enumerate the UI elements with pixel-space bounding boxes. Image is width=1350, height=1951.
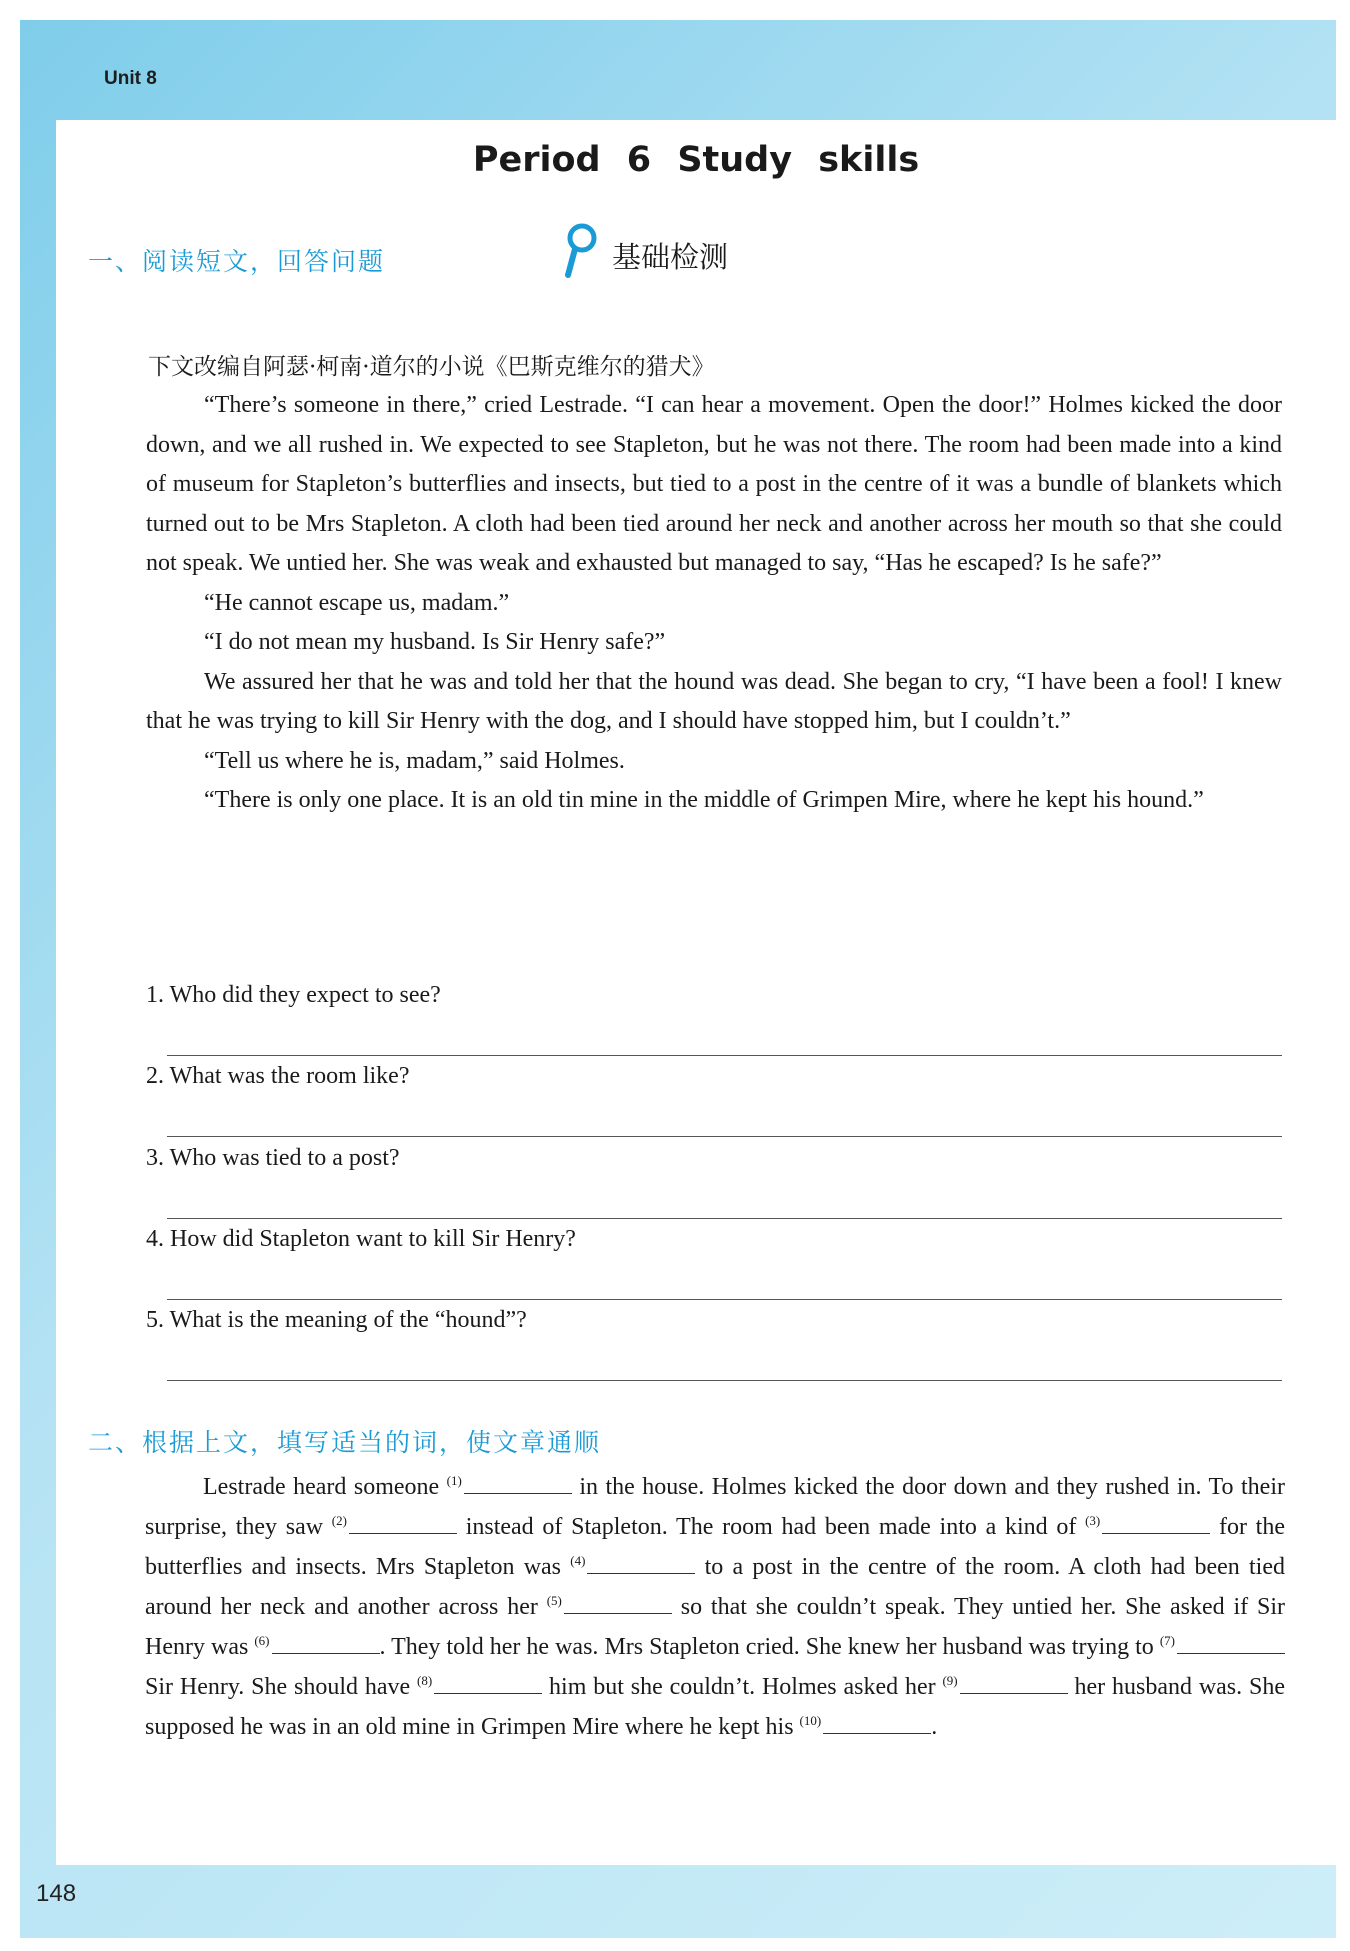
blank-2[interactable]	[349, 1509, 457, 1534]
passage-paragraph: “There is only one place. It is an old tin mine in the middle of Grimpen Mire, where he kept his hound.”	[204, 787, 1204, 813]
blank-number: (4)	[570, 1553, 586, 1568]
subtitle-row	[562, 220, 728, 280]
blank-number: (3)	[1085, 1513, 1101, 1528]
blank-number: (9)	[942, 1673, 958, 1688]
fill-paragraph	[145, 1467, 1285, 1747]
passage-paragraph: We assured her that he was and told her that the hound was dead. She began to cry, “I have been a fool! I knew that he was trying to kill Sir Henry with the dog, and I should have stopped him, but I couldn’t.”	[146, 668, 1282, 734]
question-2: 2. What was the room like?	[146, 1063, 410, 1089]
reading-passage	[146, 386, 1282, 821]
blank-number: (8)	[417, 1673, 433, 1688]
subtitle: 基础检测	[612, 239, 729, 274]
blank-4[interactable]	[587, 1549, 695, 1574]
blank-number: (5)	[546, 1593, 562, 1608]
answer-line-4[interactable]	[167, 1299, 1282, 1300]
page-title: Period 6 Study skills	[472, 140, 920, 180]
fill-text: Sir Henry. She should have	[145, 1674, 417, 1700]
passage-paragraph: “Tell us where he is, madam,” said Holmes.	[204, 747, 625, 774]
fill-text: instead of Stapleton. The room had been made into a kind of	[456, 1514, 1086, 1540]
fill-in-passage	[145, 1467, 1285, 1747]
fill-text: so that she couldn’t speak. They untied her. She asked if Sir Henry was	[145, 1594, 1285, 1660]
fill-text: .	[931, 1714, 938, 1740]
section1-intro: 下文改编自阿瑟·柯南·道尔的小说《巴斯克维尔的猎犬》	[148, 354, 715, 380]
passage-paragraph: “He cannot escape us, madam.”	[204, 589, 510, 616]
question-3: 3. Who was tied to a post?	[146, 1145, 400, 1171]
blank-number: (7)	[1159, 1633, 1175, 1648]
blank-8[interactable]	[434, 1669, 542, 1694]
answer-line-2[interactable]	[167, 1136, 1282, 1137]
section2-heading: 二、根据上文，填写适当的词，使文章通顺	[88, 1428, 602, 1457]
blank-6[interactable]	[272, 1629, 380, 1654]
blank-number: (10)	[799, 1713, 822, 1728]
answer-line-3[interactable]	[167, 1218, 1282, 1219]
blank-1[interactable]	[464, 1469, 572, 1494]
answer-line-5[interactable]	[167, 1380, 1282, 1381]
fill-text: in the house. Holmes kicked the door down and they rushed in. To their surprise, they saw	[145, 1474, 1285, 1540]
blank-7[interactable]	[1177, 1629, 1285, 1654]
blank-number: (2)	[331, 1513, 347, 1528]
passage-paragraph: “I do not mean my husband. Is Sir Henry safe?”	[204, 629, 666, 655]
answer-line-1[interactable]	[167, 1055, 1282, 1056]
blank-5[interactable]	[564, 1589, 672, 1614]
blank-10[interactable]	[823, 1709, 931, 1734]
question-5: 5. What is the meaning of the “hound”?	[146, 1307, 527, 1333]
blank-number: (6)	[254, 1633, 270, 1648]
fill-text: . They told her he was. Mrs Stapleton cried. She knew her husband was trying to	[379, 1634, 1160, 1660]
content-area	[56, 120, 1336, 1865]
fill-text: for the butterflies and insects. Mrs Stapleton was	[145, 1514, 1285, 1580]
fill-text: to a post in the centre of the room. A cloth had been tied around her neck and another across her	[145, 1554, 1285, 1620]
blank-number: (1)	[446, 1473, 462, 1488]
question-4: 4. How did Stapleton want to kill Sir Henry?	[146, 1226, 576, 1252]
fill-text: him but she couldn’t. Holmes asked her	[542, 1674, 943, 1700]
blank-3[interactable]	[1102, 1509, 1210, 1534]
page-number: 148	[36, 1880, 77, 1907]
unit-label: Unit 8	[104, 68, 157, 89]
fill-text: her husband was. She supposed he was in an old mine in Grimpen Mire where he kept his	[145, 1674, 1285, 1740]
question-1: 1. Who did they expect to see?	[146, 982, 441, 1008]
magnifier-icon	[562, 221, 600, 279]
fill-text: Lestrade heard someone	[203, 1474, 447, 1500]
passage-paragraph: “There’s someone in there,” cried Lestrade. “I can hear a movement. Open the door!” Holmes kicked the door down, and we all rushed in. We expected to see Stapleton, but he was not there. The room had been made into a kind of museum for Stapleton’s butterflies and insects, but tied to a post in the centre of it was a bundle of blankets which turned out to be Mrs Stapleton. A cloth had been tied around her neck and another across her mouth so that she could not speak. We untied her. She was weak and exhausted but managed to say, “Has he escaped? Is he safe?”	[146, 392, 1282, 576]
blank-9[interactable]	[960, 1669, 1068, 1694]
section1-heading: 一、阅读短文，回答问题	[88, 247, 386, 276]
